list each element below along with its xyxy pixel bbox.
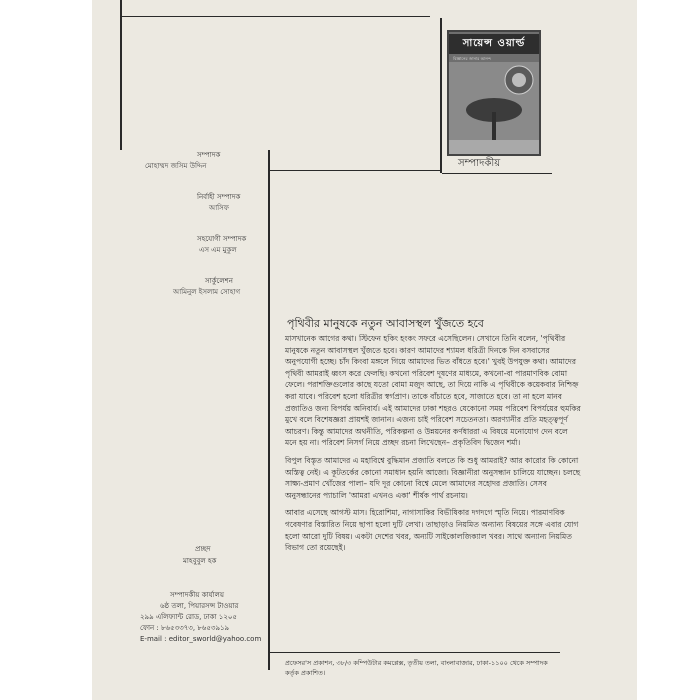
office-phone: ফোন : ৮৬৫৩৩৭৩, ৮৬৫৩৯১৯ [140,624,230,632]
credit-name: এস এম মুকুল [199,246,237,254]
editorial-office [140,590,261,645]
article-title: পৃথিবীর মানুষকে নতুন আবাসস্থল খুঁজতে হবে [287,317,484,330]
credit-role: নির্বাহী সম্পাদক [197,193,241,201]
publisher-footer: প্রফেসর'স প্রকাশন, ৩৮/৩ কম্পিউটার কমপ্লেক্স, তৃতীয় তলা, বাংলাবাজার, ঢাকা-১১০০ থেকে সম্পাদক কর্তৃক প্রকাশিত। [285,659,548,677]
article-paragraph: বিপুল বিস্তৃত আমাদের এ মহাবিশ্বে বুদ্ধিমান প্রজাতি বলতে কি শুধু আমরাই? আর কারোর কি কোনো অস্তিত্ব নেই। এ কূটতর্কের কোনো সমাধান হয়নি আজো। বিজ্ঞানীরা অনুসন্ধান চালিয়ে যাচ্ছেন। চলছে সাক্ষ্য-প্রমাণ খোঁজের পালা– যদি দূর কোনো বিশ্বে মেলে আমাদের সহোদর প্রজাতি। সেসব অনুসন্ধানের প্যাচালি 'আমরা এখনও একা' শীর্ষক পার্থ রচনায়। [285,455,581,500]
credit-role: সম্পাদক [197,151,221,159]
cover-design-credit [183,543,217,567]
cover-title: সায়েন্স ওয়ার্ল্ড [449,34,539,54]
office-address-line: ২৯৯ এলিফ্যান্ট রোড, ঢাকা ১২০৫ [140,613,237,621]
editorial-label: সম্পাদকীয় [458,158,501,169]
cover-subtitle: বিজ্ঞানের জানার আনন্দ [453,56,491,61]
footer-rule [270,652,560,653]
credit-name: আসিফ [209,204,229,212]
credit-name: মোহাম্মদ জসিম উদ্দিন [145,162,207,170]
office-heading: সম্পাদকীয় কার্যালয় [170,591,225,599]
top-left-rule [120,0,122,150]
office-email: E-mail : editor_sworld@yahoo.com [140,635,262,643]
content-top-rule [270,170,440,171]
right-frame-rule [440,18,442,173]
design-role: প্রচ্ছদ [195,545,211,553]
article-body [285,333,581,560]
cover-thumbnail [447,30,541,156]
cover-tree-art [449,62,539,154]
right-bottom-rule [442,173,552,174]
credit-editor [145,150,285,172]
masthead-credits [145,150,285,318]
credit-executive-editor [145,192,285,214]
credit-role: সহযোগী সম্পাদক [197,235,247,243]
article-paragraph: আবার এসেছে আগস্ট মাস। হিরোশিমা, নাগাসাকির বিভীষিকার দগদগে স্মৃতি নিয়ে। পারমাণবিক গবেষণার বিস্তারিত নিয়ে ছাপা হলো দুটি লেখা। তাছাড়াও নিয়মিত অন্যান্য বিষয়ের সঙ্গে এবার যোগ হলো আরো দুটি বিষয়। একটা দেশের খবর, অন্যটি সাইকোলজিক্যাল খবর। সাথে অন্যান্য নিয়মিত বিভাগ তো রয়েছেই। [285,508,579,553]
credit-name: আমিনুল ইসলাম সোহাগ [173,288,241,296]
design-name: মাহবুবুল হক [183,557,217,565]
office-address-line: ৬ষ্ঠ তলা, পিয়ারসন্স টাওয়ার [160,602,239,610]
credit-role: সার্কুলেশন [205,277,233,285]
article-paragraph: মাসখানেক আগের কথা। স্টিফেন হকিং হংকং সফরে এসেছিলেন। সেখানে তিনি বলেন, 'পৃথিবীর মানুষকে নতুন আবাসস্থল খুঁজতে হবে। কারণ আমাদের শ্যামল ধরিত্রী দিনকে দিন বসবাসের অনুপযোগী হচ্ছে। চাঁদ কিংবা মঙ্গলে গিয়ে আমাদের ভিত বাঁধতে হবে।' খুবই উপযুক্ত কথা। আমাদের পৃথিবী আমরাই ধ্বংস করে ফেলছি। কখনো পরিবেশ দূষণের মাধ্যমে, কখনো-বা পারমাণবিক বোমা ফেলে। পরাশক্তিগুলোর কাছে যতো বোমা মজুদ আছে, তা দিয়ে নাকি এ পৃথিবীকে কয়েকবার নিশ্চিহ্ন করা যাবে। পরিবেশ হলো ধরিত্রীর স্বর্গপ্রাণ। তাকে বাঁচাতে হবে, সাজাতে হবে। তা না হলে মানব প্রজাতিও জন্য বিপর্যয় অনিবার্য। এই আমাদের ঢাকা শহরও যেকোনো সময় পরিবেশ বিপর্যয়ের হুমকির মুখে বলে বিশেষজ্ঞরা প্রায়শই জানান। এজন্য চাই পরিবেশ সচেতনতা। অরণ্যানীর প্রতি মহত্ত্বপূর্ণ আচরণ। কিন্তু আমাদের অথনীতি, পরিকল্পনা ও উন্নয়নের কর্ণধাররা এ বিষয়ে মনোযোগ দেন বলে মনে হয় না। পরিবেশ নিসর্গ নিয়ে প্রচ্ছদ রচনা লিখেছেন– প্রকৃতিবিদ দ্বিজেন শর্মা। [285,334,581,448]
credit-associate-editor [145,234,285,256]
credit-circulation [145,276,285,298]
top-horizontal-rule [120,16,430,17]
